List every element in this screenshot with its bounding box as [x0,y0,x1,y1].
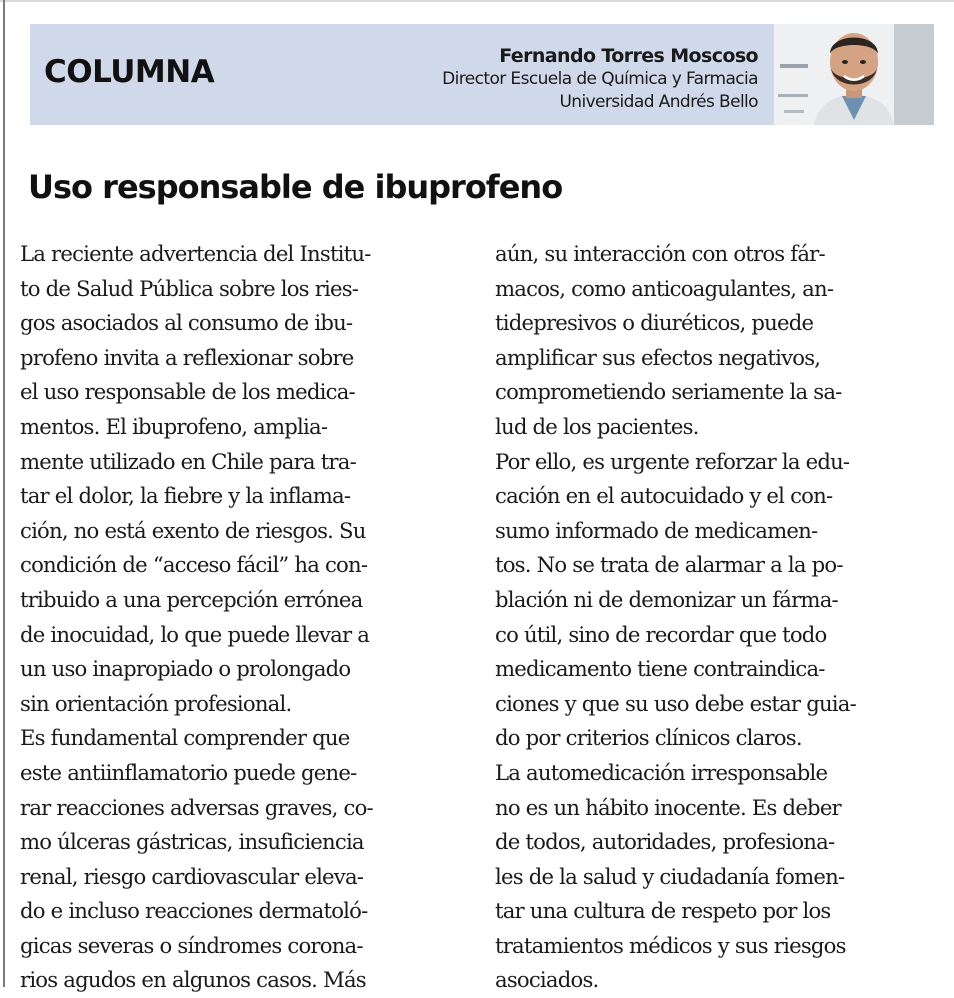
article-line: renal, riesgo cardiovascular eleva- [20,863,364,889]
article-line: La reciente advertencia del Institu- [20,241,371,266]
article-line: comprometiendo seriamente la sa- [495,379,842,405]
section-label: COLUMNA [44,54,215,90]
article-line: tratamientos médicos y sus riesgos [495,932,846,958]
article-line: condición de “acceso fácil” ha con- [20,552,368,578]
article-line: Por ello, es urgente reforzar la edu- [495,448,850,474]
article-line: blación ni de demonizar un fárma- [495,586,838,612]
article-line: co útil, sino de recordar que todo [495,621,827,647]
article-line: do por criterios clínicos claros. [495,725,802,751]
article-line: lud de los pacientes. [495,413,699,439]
article-line: este antiinflamatorio puede gene- [20,759,357,785]
article-line: sumo informado de medicamen- [495,517,818,543]
article-line: do e incluso reacciones dermatoló- [20,898,368,924]
article-line: gicas severas o síndromes corona- [20,932,363,958]
article-column-left [20,237,465,998]
author-portrait-image [774,24,934,125]
article-line: La automedicación irresponsable [495,759,828,785]
author-byline [442,44,758,114]
article-line: mente utilizado en Chile para tra- [20,448,356,474]
article-line: medicamento tiene contraindica- [495,656,825,682]
author-affiliation: Universidad Andrés Bello [559,92,758,112]
article-headline: Uso responsable de ibuprofeno [28,168,563,206]
article-line: gos asociados al consumo de ibu- [20,310,353,336]
article-line: rar reacciones adversas graves, co- [20,794,373,820]
author-role: Director Escuela de Química y Farmacia [442,69,758,89]
article-line: ciones y que su uso debe estar guia- [495,690,856,716]
article-line: Es fundamental comprender que [20,725,350,751]
author-name: Fernando Torres Moscoso [499,45,758,67]
article-line: tribuido a una percepción errónea [20,586,363,612]
column-header [30,24,934,125]
left-border [3,0,5,987]
author-photo [774,24,934,125]
article-line: mo úlceras gástricas, insuficiencia [20,829,364,855]
article-line: el uso responsable de los medica- [20,379,355,405]
top-border [0,0,954,2]
article-line: tar el dolor, la fiebre y la inflama- [20,483,351,509]
article-line: cación en el autocuidado y el con- [495,483,833,509]
article-line: asociados. [495,967,599,993]
article-line: tidepresivos o diuréticos, puede [495,310,814,336]
article-line: de todos, autoridades, profesiona- [495,829,835,855]
article-line: amplificar sus efectos negativos, [495,344,821,370]
article-line: aún, su interacción con otros fár- [495,241,825,266]
article-line: un uso inapropiado o prolongado [20,656,351,682]
article-line: no es un hábito inocente. Es deber [495,794,841,820]
article-line: mentos. El ibuprofeno, amplia- [20,413,328,439]
article-line: tar una cultura de respeto por los [495,898,831,924]
article-line: sin orientación profesional. [20,690,292,716]
article-column-right [495,237,940,998]
article-line: de inocuidad, lo que puede llevar a [20,621,370,647]
article-line: macos, como anticoagulantes, an- [495,275,834,301]
article-line: to de Salud Pública sobre los ries- [20,275,359,301]
article-line: ción, no está exento de riesgos. Su [20,517,366,543]
article-line: les de la salud y ciudadanía fomen- [495,863,845,889]
article-line: tos. No se trata de alarmar a la po- [495,552,843,578]
article-line: rios agudos en algunos casos. Más [20,967,366,993]
article-line: profeno invita a reflexionar sobre [20,344,354,370]
